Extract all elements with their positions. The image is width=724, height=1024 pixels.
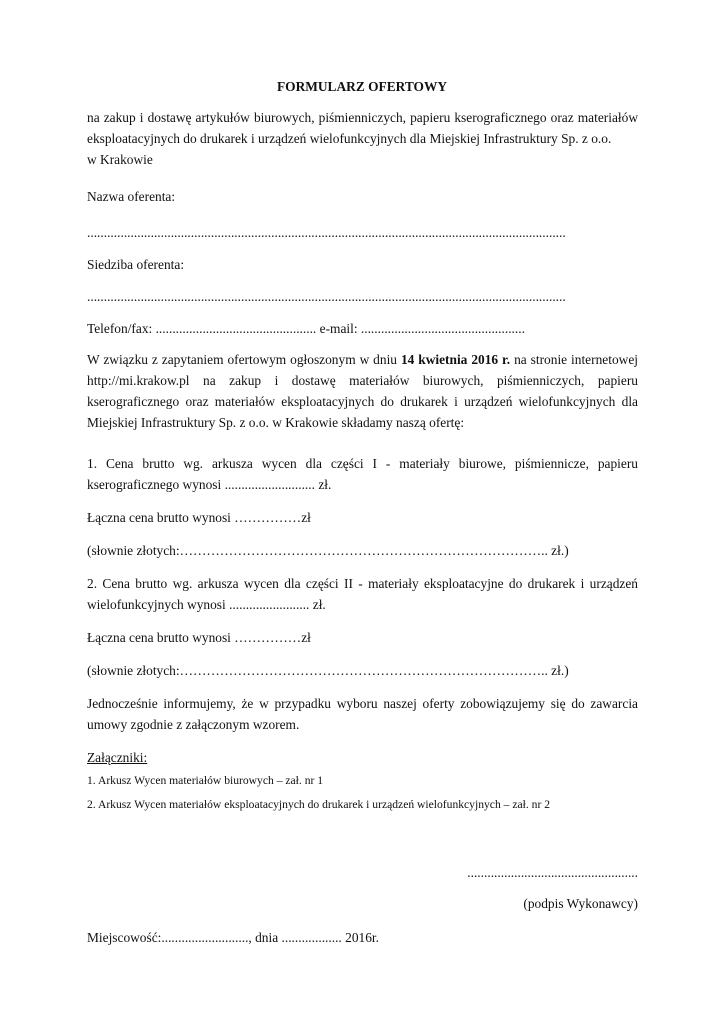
commitment-paragraph: Jednocześnie informujemy, że w przypadku wyboru naszej oferty zobowiązujemy się do zawarcia umowy zgodnie z załączonym wzorem. — [87, 696, 638, 732]
attachment-item: 2. Arkusz Wycen materiałów eksploatacyjnych do drukarek i urządzeń wielofunkcyjnych – zał. nr 2 — [87, 798, 550, 811]
offer-text-end: na stronie internetowej http://mi.krakow.pl na zakup i dostawę materiałów biurowych, piśmienniczych, papieru kserograficznego oraz materiałów eksploatacyjnych do drukarek i urządzeń wielofunkcyjnych dla Miejskiej Infrastruktury Sp. z o.o. w Krakowie składamy naszą ofertę: — [87, 352, 638, 430]
place-date-line: Miejscowość:.........................., dnia .................. 2016r. — [87, 930, 379, 945]
part2-total: Łączna cena brutto wynosi ……………zł — [87, 630, 311, 645]
attachment-item: 1. Arkusz Wycen materiałów biurowych – zał. nr 1 — [87, 774, 324, 787]
intro-text: na zakup i dostawę artykułów biurowych, piśmienniczych, papieru kserograficznego oraz materiałów eksploatacyjnych do drukarek i urządzeń wielofunkcyjnych dla Miejskiej Infrastruktury Sp. z o.o. — [87, 110, 638, 146]
name-fill-line: ............................................................................................................................................... — [87, 225, 566, 240]
announcement-date: 14 kwietnia 2016 r. — [400, 352, 511, 367]
offer-text-start: W związku z zapytaniem ofertowym ogłoszonym w dniu — [87, 352, 401, 367]
signature-fill-line: ................................................... — [467, 865, 638, 880]
phone-email-line: Telefon/fax: ................................................ e-mail: ................................................. — [87, 321, 525, 336]
page-title: FORMULARZ OFERTOWY — [276, 79, 448, 94]
name-label: Nazwa oferenta: — [87, 189, 176, 204]
part1-words: (słownie złotych:……………………………………………………………………….. zł.) — [87, 543, 569, 558]
part1-total: Łączna cena brutto wynosi ……………zł — [87, 510, 311, 525]
intro-city: w Krakowie — [87, 152, 153, 167]
intro-paragraph — [87, 107, 638, 170]
offer-paragraph — [87, 349, 638, 433]
part1-price: 1. Cena brutto wg. arkusza wycen dla części I - materiały biurowe, piśmiennicze, papieru kserograficznego wynosi ........................... zł. — [87, 456, 638, 492]
part2-words: (słownie złotych:……………………………………………………………………….. zł.) — [87, 663, 569, 678]
part2-price: 2. Cena brutto wg. arkusza wycen dla części II - materiały eksploatacyjne do drukarek i urządzeń wielofunkcyjnych wynosi ........................ zł. — [87, 576, 638, 612]
signature-label: (podpis Wykonawcy) — [523, 896, 638, 911]
seat-fill-line: ............................................................................................................................................... — [87, 289, 566, 304]
attachments-heading: Załączniki: — [87, 750, 148, 765]
seat-label: Siedziba oferenta: — [87, 257, 185, 272]
